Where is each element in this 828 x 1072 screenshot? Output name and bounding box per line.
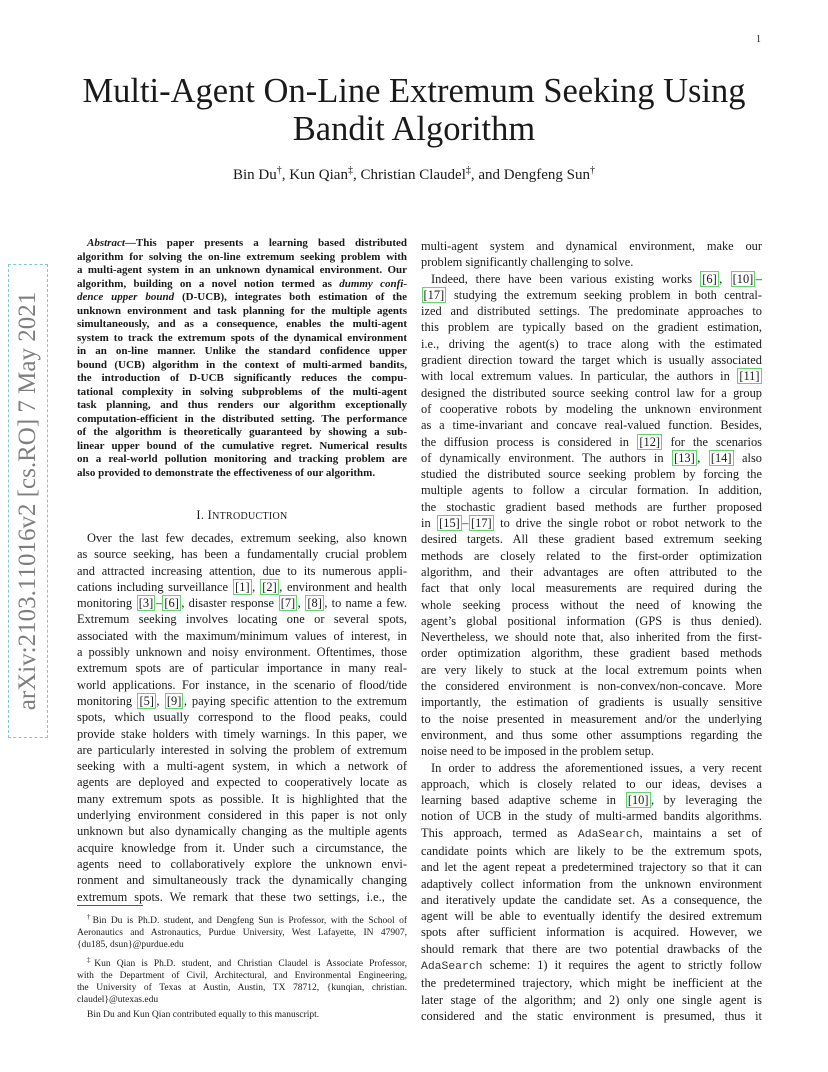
author-name: , and Dengfeng Sun [470,167,591,183]
text-line: this problem are typically based on the gradient estimation, [421,320,762,335]
text-line: the diffusion process is considered in [12] for the scenarios [421,434,762,449]
text-line: as a time-invariant and concave real-valued function. Besides, [421,418,762,433]
text-line: extremum spots are of particular importance in many real- [77,661,407,676]
title-line: Bandit Algorithm [292,110,536,148]
footnote [77,1009,407,1021]
text-line: with local extremum values. In particular, the authors in [11] [421,369,760,384]
author-list [60,165,768,184]
text-line: acquire knowledge from it. Under such a circumstance, the [77,840,407,855]
citation-link[interactable]: [17] [423,287,445,302]
abstract-line: bound (UCB) algorithm in the context of multi-armed bandits, [77,358,407,371]
title-line: Multi-Agent On-Line Extremum Seeking Using [82,72,746,110]
text-line: agent will be able to eventually identify the desired extremum [421,909,762,924]
text-line: cations including surveillance [1] , [2] , environment and health [77,579,407,594]
method-name: AdaSearch [421,961,483,974]
footnote-line: the University of Texas at Austin, Austin, TX 78712, {kunqian, christian. [77,983,407,994]
text-line: monitoring [3] – [6] , disaster response [7] , [8] , to name a few. [77,596,407,611]
footnote [77,911,407,951]
text-line: seeking with a multi-agent system, in which a network of [77,759,407,774]
text-line: multiple agents to follow a circular formation. In addition, [421,483,762,498]
text-line: Extremum seeking involves locating one or several spots, [77,612,407,627]
text-line: the stochastic gradient based methods are further proposed [421,499,762,514]
text-line: noise need to be imposed in the problem setup. [421,744,654,759]
text-line: and iteratively update the candidate set. As a consequence, the [421,892,762,907]
abstract-line: task planning, and thus renders our algorithm exceptionally [77,399,407,411]
text-line: of cooperative robots by modeling the unknown environment [421,401,762,416]
arxiv-identifier-stamp[interactable]: arXiv:2103.11016v2 [cs.RO] 7 May 2021 [8,264,48,738]
footnote-line: with the Department of Civil, Architectural, and Environmental Engineering, [77,971,407,982]
introduction-text [77,530,407,905]
abstract-line: on a real-world pollution monitoring and tracking problem are [77,453,407,465]
text-line: to the noise presented in measurement and/or the underlying [421,711,762,726]
abstract-line: the introduction of D-UCB significantly reduces the compu- [77,372,407,384]
text-line: extremum spots. We remark that these two settings, i.e., the [77,889,407,904]
text-line: and attracted increasing attention, due to its numerous appli- [77,563,407,578]
footnote-line: ‡Kun Qian is Ph.D. student, and Christian Claudel is Associate Professor, [87,956,407,970]
author-name: , Christian Claudel [352,167,466,183]
text-line: importantly, the estimation of gradients is usually sensitive [421,695,762,710]
citation-link[interactable]: [2] [262,579,277,594]
text-line: candidate points which are likely to be the extremum spots, [421,843,762,858]
citation-link[interactable]: [9] [166,693,182,708]
footnote-line: Bin Du and Kun Qian contributed equally to this manuscript. [87,1010,320,1021]
abstract-line: unknown environment and task planning for the multiple agents [77,304,407,317]
footnote [77,954,407,1006]
text-line: whole seeking process without the need of knowing the [421,597,762,612]
affiliation-mark: ‡ [465,165,471,176]
footnote-line: claudel}@utexas.edu [77,995,159,1006]
citation-link[interactable]: [10] [627,793,649,808]
text-line: many extremum spots as possible. It is highlighted that the [77,791,407,806]
abstract-line: in an on-line manner. Unlike the standard confidence upper [77,345,407,357]
text-line: are very likely to stuck at the local extremum points when [421,662,762,677]
text-line: fact that only local measurements are required during the [421,581,762,596]
section-heading-introduction: I. INTRODUCTION [196,508,288,522]
footnote-line: {du185, dsun}@purdue.edu [77,940,184,951]
author-name: Bin Du [232,167,277,183]
text-line: methods are closely related to the first-order optimization [421,548,762,563]
text-line: agents are deployed and expected to cooperatively locate as [77,775,407,790]
abstract-line: algorithm, building on a novel notion termed as dummy confi- [77,277,407,290]
citation-link[interactable]: [13] [674,450,695,465]
text-line: Over the last few decades, extremum seeking, also known [87,531,407,545]
text-line: learning based adaptive scheme in [10] , by leveraging the [421,793,762,808]
abstract [77,237,407,480]
text-line: ized and distributed settings. The predominate approaches to [421,304,762,319]
text-line: as source seeking, has been a fundamentally crucial problem [77,547,407,562]
text-line: underlying environment considered in this paper is not only [77,808,407,823]
text-line: agents need to collaboratively explore the unknown envi- [77,856,407,871]
citation-link[interactable]: [10] [732,271,754,286]
text-line: Nevertheless, we should note that, also inherited from the first- [421,630,762,645]
text-line: algorithm, and their advantages are often attributed to the [421,564,762,579]
text-line: desired targets. All these gradient based extremum seeking [421,532,762,547]
text-line: spots, which usually correspond to the flood peaks, could [77,710,407,725]
text-line: multi-agent system and dynamical environment, make our [421,239,762,253]
citation-link[interactable]: [14] [710,450,732,465]
text-line: the considered environment is non-convex/non-concave. More [421,679,762,694]
text-line: associated with the maximum/minimum values of interest, in [77,628,407,643]
abstract-line: tational complexity in solving subproblems of the multi-agent [77,385,407,398]
text-line: are particularly interested in solving the problem of extremum [77,742,407,757]
text-line: should remark that there are two potential drawbacks of the [421,941,762,956]
paper-title [60,72,768,148]
text-line: a possibly unknown and noisy environment. Oftentimes, those [77,645,407,660]
text-line: notion of UCB in the study of multi-armed bandits algorithms. [421,809,762,824]
affiliation-mark: † [276,165,282,176]
text-line: gradient direction toward the target which is usually associated [421,353,762,368]
text-line: world applications. For instance, in the scenario of flood/tide [77,677,407,692]
abstract-line: system to track the extremum spots of the dynamical environment [77,331,407,344]
text-line: i.e., driving the agent(s) to trace along with the estimated [421,336,762,351]
footnotes [77,911,407,1024]
text-line: studied the distributed source seeking problem by forcing the [421,467,762,482]
abstract-line: also provided to demonstrate the effectiveness of our algorithm. [77,466,376,479]
text-line: [17] studying the extremum seeking problem in both central- [423,287,762,302]
footnote-rule [77,905,143,906]
text-line: In order to address the aforementioned issues, a very recent [431,760,762,775]
text-line: and let the agent repeat a predetermined trajectory so that it can [421,860,762,875]
text-line: environment, and thus some other assumptions regarding the [421,727,762,742]
citation-link[interactable]: [17] [471,516,492,531]
text-line: later stage of the algorithm; and 2) only one single agent is [421,992,762,1007]
text-line: in [15] – [17] to drive the single robot or robot network to the [421,516,762,531]
affiliation-mark: ‡ [347,165,353,176]
page-number: 1 [756,34,761,45]
author-name: , Kun Qian [281,167,348,183]
text-line: considered and the static environment is presumed, thus it [421,1008,762,1023]
citation-link[interactable]: [6] [702,271,717,286]
text-line: order optimization algorithm, these gradient based methods [421,646,762,661]
text-line: provide stake holders with timely warnings. In this paper, we [77,726,407,741]
text-line: This approach, termed as AdaSearch, maintains a set of [421,825,762,841]
text-line: adaptively collect information from the unknown environment [421,876,762,891]
text-line: the predetermined trajectory, which might be inefficient at the [421,976,762,991]
text-line: problem significantly challenging to solve. [421,255,634,270]
citation-link[interactable]: [15] [439,516,460,531]
text-line: spots after sufficient information is acquired. However, we [421,925,762,940]
footnote-line: †Bin Du is Ph.D. student, and Dengfeng Sun is Professor, with the School of [87,913,407,927]
text-line: monitoring [5] , [9] , paying specific attention to the extremum [77,693,407,708]
citation-link[interactable]: [6] [164,596,179,611]
footnote-line: Aeronautics and Astronautics, Purdue University, West Lafayette, IN 47907, [77,928,407,939]
abstract-line: a multi-agent system in an unknown dynamical environment. Our [77,264,407,276]
abstract-line: of the algorithm is theoretically guaranteed by showing a sub- [77,426,407,438]
citation-link[interactable]: [5] [139,693,154,708]
text-line: unknown but also dynamically changing as the multiple agents [77,824,407,839]
right-column-text [421,238,762,1024]
citation-link[interactable]: [1] [235,579,250,594]
text-line: agent’s global positional information (GPS is thus denied). [421,613,762,628]
citation-link[interactable]: [11] [739,369,760,384]
abstract-line: simultaneously, and as a consequence, enables the multi-agent [77,318,407,330]
method-name: AdaSearch [577,828,640,841]
text-line: AdaSearch scheme: 1) it requires the agent to strictly follow [421,958,762,974]
text-line: ronment and simultaneously track the dynamically changing [77,873,407,888]
abstract-label: Abstract [87,237,125,249]
abstract-line: linear upper bound of the cumulative regret. Numerical results [77,439,407,452]
abstract-line: algorithm for solving the on-line extremum seeking problem with [77,250,407,263]
text-line: designed the distributed source seeking control law for a group [421,385,762,400]
citation-link[interactable]: [7] [280,596,296,611]
abstract-line: computation-efficient in the distributed setting. The performance [77,412,407,425]
text-line: of dynamically environment. The authors in [13] , [14] also [421,450,762,465]
text-line: approach, which is closely related to our ideas, devises a [421,776,762,791]
citation-link[interactable]: [12] [639,434,661,449]
abstract-line: dence upper bound (D-UCB), integrates both estimation of the [77,291,408,303]
affiliation-mark: † [590,165,596,176]
citation-link[interactable]: [8] [307,596,322,611]
abstract-line: Abstract—This paper presents a learning based distributed [87,237,407,249]
citation-link[interactable]: [3] [138,596,154,611]
text-line: Indeed, there have been various existing works [6] , [10] – [431,271,762,286]
